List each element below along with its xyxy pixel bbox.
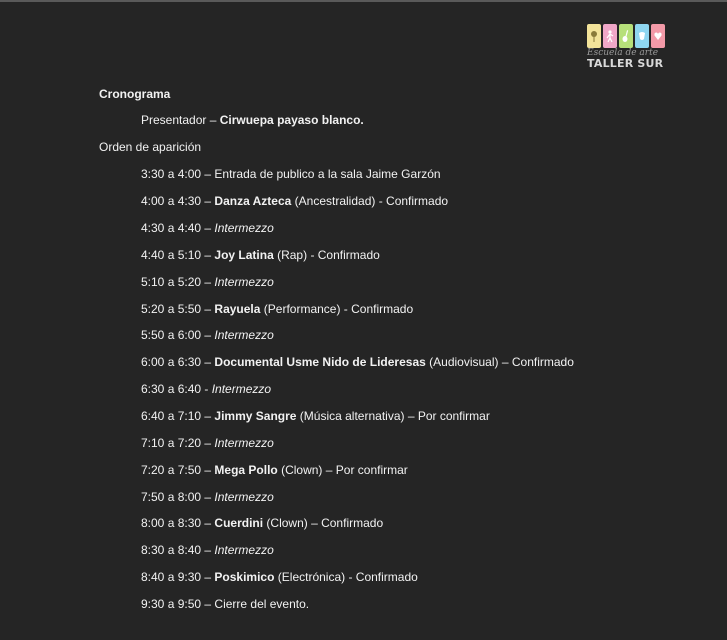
logo-tile-heart-icon <box>651 24 665 48</box>
schedule-item <box>141 355 574 369</box>
schedule-intermezzo: Intermezzo <box>214 221 274 235</box>
schedule-time: 6:30 a 6:40 - <box>141 382 212 396</box>
schedule-act: Danza Azteca <box>214 194 292 208</box>
schedule-act: Documental Usme Nido de Lideresas <box>214 355 426 369</box>
schedule-item <box>141 328 274 342</box>
schedule-time: 7:10 a 7:20 – <box>141 436 215 450</box>
schedule-item <box>141 463 408 477</box>
logo-script-text: Escuela de arte <box>587 48 659 58</box>
schedule-time: 5:50 a 6:00 – <box>141 328 215 342</box>
order-heading: Orden de aparición <box>99 140 202 154</box>
schedule-item <box>141 490 274 504</box>
schedule-time: 6:40 a 7:10 – <box>141 409 215 423</box>
taller-sur-logo <box>587 24 667 74</box>
schedule-item <box>141 275 274 289</box>
schedule-detail: (Música alternativa) – Por confirmar <box>296 409 490 423</box>
schedule-item <box>141 248 380 262</box>
schedule-detail: (Electrónica) - Confirmado <box>274 570 418 584</box>
logo-tile-mask-icon <box>635 24 649 48</box>
schedule-time: 5:10 a 5:20 – <box>141 275 215 289</box>
logo-tile-flower-icon <box>587 24 601 48</box>
schedule-act: Rayuela <box>214 302 261 316</box>
schedule-item <box>141 194 448 208</box>
schedule-time: 3:30 a 4:00 – <box>141 167 215 181</box>
schedule-item <box>141 409 490 423</box>
schedule-item <box>141 436 274 450</box>
presenter-label: Presentador – <box>141 113 220 127</box>
schedule-time: 8:30 a 8:40 – <box>141 543 215 557</box>
schedule-text: Cierre del evento. <box>214 597 310 611</box>
schedule-time: 4:30 a 4:40 – <box>141 221 215 235</box>
schedule-item <box>141 516 383 530</box>
schedule-intermezzo: Intermezzo <box>211 382 272 396</box>
schedule-intermezzo: Intermezzo <box>214 328 274 342</box>
schedule-detail: (Rap) - Confirmado <box>273 248 380 262</box>
schedule-time: 7:50 a 8:00 – <box>141 490 215 504</box>
schedule-time: 7:20 a 7:50 – <box>141 463 215 477</box>
schedule-item <box>141 167 441 181</box>
schedule-detail: (Performance) - Confirmado <box>260 302 414 316</box>
schedule-item <box>141 302 413 316</box>
schedule-text: Entrada de publico a la sala Jaime Garzón <box>214 167 441 181</box>
logo-tile-guitar-icon <box>619 24 633 48</box>
schedule-time: 4:00 a 4:30 – <box>141 194 215 208</box>
schedule-detail: (Clown) – Confirmado <box>263 516 384 530</box>
schedule-detail: (Ancestralidad) - Confirmado <box>291 194 449 208</box>
schedule-time: 6:00 a 6:30 – <box>141 355 215 369</box>
logo-tiles <box>587 24 667 48</box>
schedule-act: Cuerdini <box>214 516 264 530</box>
schedule-intermezzo: Intermezzo <box>214 543 274 557</box>
schedule-time: 5:20 a 5:50 – <box>141 302 215 316</box>
logo-tile-dancer-icon <box>603 24 617 48</box>
document-title: Cronograma <box>99 87 171 101</box>
schedule-act: Joy Latina <box>214 248 274 262</box>
schedule-act: Jimmy Sangre <box>214 409 297 423</box>
schedule-detail: (Audiovisual) – Confirmado <box>425 355 574 369</box>
schedule-time: 4:40 a 5:10 – <box>141 248 215 262</box>
schedule-time: 9:30 a 9:50 – <box>141 597 215 611</box>
schedule-item <box>141 382 271 396</box>
schedule-item <box>141 543 274 557</box>
schedule-item <box>141 570 418 584</box>
top-border <box>0 0 727 2</box>
schedule-item <box>141 221 274 235</box>
presenter-name: Cirwuepa payaso blanco. <box>219 113 364 127</box>
schedule-time: 8:40 a 9:30 – <box>141 570 215 584</box>
schedule-intermezzo: Intermezzo <box>214 436 274 450</box>
logo-brand-text: TALLER SUR <box>587 57 664 70</box>
schedule-intermezzo: Intermezzo <box>214 490 274 504</box>
schedule-time: 8:00 a 8:30 – <box>141 516 215 530</box>
schedule-intermezzo: Intermezzo <box>214 275 274 289</box>
schedule-act: Poskimico <box>214 570 275 584</box>
schedule-item <box>141 597 309 611</box>
schedule-act: Mega Pollo <box>214 463 278 477</box>
schedule-detail: (Clown) – Por confirmar <box>277 463 408 477</box>
presenter-line <box>141 113 364 127</box>
